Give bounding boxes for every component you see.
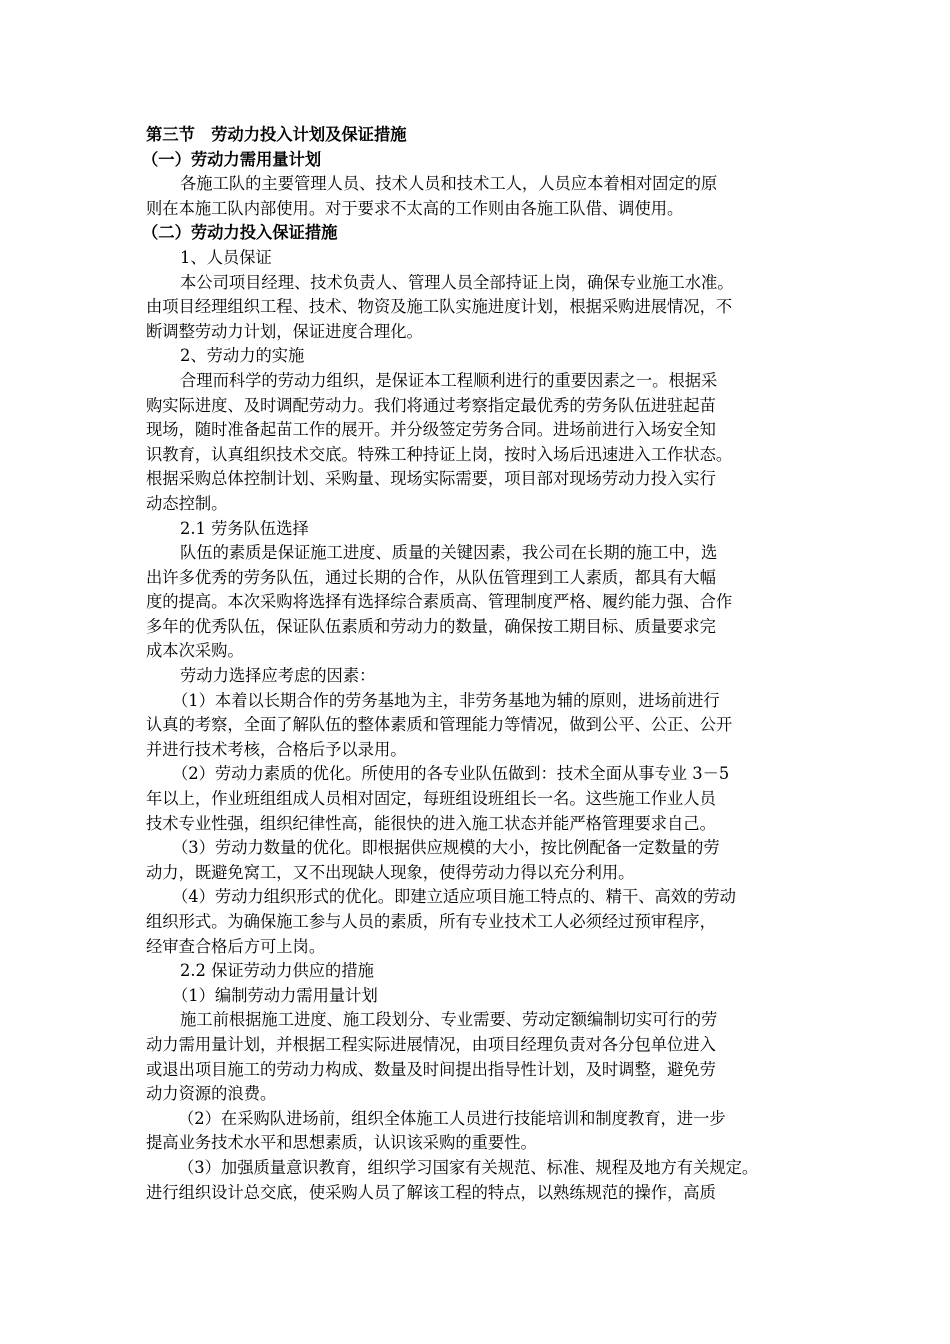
paragraph-line: 进行组织设计总交底，使采购人员了解该工程的特点，以熟练规范的操作，高质: [146, 1182, 716, 1202]
paragraph-line: 技术专业性强，组织纪律性高，能很快的进入施工状态并能严格管理要求自己。: [146, 813, 716, 833]
paragraph-line: 则在本施工队内部使用。对于要求不太高的工作则由各施工队借、调使用。: [146, 198, 684, 218]
item-title: 2、劳动力的实施: [180, 346, 305, 366]
paragraph-line: 本公司项目经理、技术负责人、管理人员全部持证上岗，确保专业施工水准。: [180, 272, 734, 292]
paragraph-line: 现场，随时准备起苗工作的展开。并分级签定劳务合同。进场前进行入场安全知: [146, 420, 716, 440]
paragraph-line: 度的提高。本次采购将选择有选择综合素质高、管理制度严格、履约能力强、合作: [146, 592, 733, 612]
item-title: （1）编制劳动力需用量计划: [172, 985, 378, 1005]
paragraph-line: 并进行技术考核，合格后予以录用。: [146, 739, 407, 759]
paragraph-line: 识教育，认真组织技术交底。特殊工种持证上岗，按时入场后迅速进入工作状态。: [146, 444, 733, 464]
paragraph-line: 多年的优秀队伍，保证队伍素质和劳动力的数量，确保按工期目标、质量要求完: [146, 616, 716, 636]
paragraph-line: 根据采购总体控制计划、采购量、现场实际需要，项目部对现场劳动力投入实行: [146, 469, 716, 489]
paragraph-line: 年以上，作业班组组成人员相对固定，每班组设班组长一名。这些施工作业人员: [146, 789, 716, 809]
paragraph-line: 动力，既避免窝工，又不出现缺人现象，使得劳动力得以充分利用。: [146, 862, 635, 882]
paragraph-line: （4）劳动力组织形式的优化。即建立适应项目施工特点的、精干、高效的劳动: [172, 887, 736, 907]
paragraph-line: 或退出项目施工的劳动力构成、数量及时间提出指导性计划，及时调整，避免劳: [146, 1059, 716, 1079]
document-page: [142, 123, 816, 1205]
paragraph-line: 施工前根据施工进度、施工段划分、专业需要、劳动定额编制切实可行的劳: [180, 1010, 718, 1030]
paragraph-line: 动力资源的浪费。: [146, 1084, 277, 1104]
section-title: 第三节 劳动力投入计划及保证措施: [146, 125, 407, 144]
paragraph-line: （3）加强质量意识教育，组织学习国家有关规范、标准、规程及地方有关规定。: [178, 1157, 759, 1177]
paragraph-line: 成本次采购。: [146, 641, 244, 661]
paragraph-line: （1）本着以长期合作的劳务基地为主，非劳务基地为辅的原则，进场前进行: [172, 690, 720, 710]
paragraph-line: 组织形式。为确保施工参与人员的素质，所有专业技术工人必须经过预审程序，: [146, 912, 716, 931]
subsection-title-2: （二）劳动力投入保证措施: [142, 223, 338, 243]
paragraph-line: 认真的考察，全面了解队伍的整体素质和管理能力等情况，做到公平、公正、公开: [146, 715, 733, 735]
item-title: 1、人员保证: [180, 247, 272, 267]
paragraph-line: 购实际进度、及时调配劳动力。我们将通过考察指定最优秀的劳务队伍进驻起苗: [146, 395, 716, 415]
paragraph-line: （2）劳动力素质的优化。所使用的各专业队伍做到：技术全面从事专业 3－5: [172, 764, 730, 784]
paragraph-line: （2）在采购队进场前，组织全体施工人员进行技能培训和制度教育，进一步: [178, 1108, 726, 1128]
paragraph-line: 各施工队的主要管理人员、技术人员和技术工人，人员应本着相对固定的原: [180, 174, 718, 194]
paragraph-line: （3）劳动力数量的优化。即根据供应规模的大小，按比例配备一定数量的劳: [172, 838, 720, 858]
item-title: 2.1 劳务队伍选择: [180, 518, 309, 538]
paragraph-line: 由项目经理组织工程、技术、物资及施工队实施进度计划，根据采购进展情况，不: [146, 297, 733, 317]
item-title: 2.2 保证劳动力供应的措施: [180, 961, 374, 981]
paragraph-line: 出许多优秀的劳务队伍，通过长期的合作，从队伍管理到工人素质，都具有大幅: [146, 567, 716, 587]
paragraph-line: 动力需用量计划，并根据工程实际进展情况，由项目经理负责对各分包单位进入: [146, 1034, 716, 1054]
paragraph-line: 提高业务技术水平和思想素质，认识该采购的重要性。: [146, 1133, 537, 1153]
paragraph-line: 队伍的素质是保证施工进度、质量的关键因素，我公司在长期的施工中，选: [180, 543, 718, 563]
item-title: 劳动力选择应考虑的因素：: [180, 666, 376, 686]
subsection-title-1: （一）劳动力需用量计划: [142, 149, 322, 169]
paragraph-line: 合理而科学的劳动力组织，是保证本工程顺利进行的重要因素之一。根据采: [180, 370, 718, 390]
paragraph-line: 动态控制。: [146, 493, 228, 513]
paragraph-line: 经审查合格后方可上岗。: [146, 936, 326, 956]
paragraph-line: 断调整劳动力计划，保证进度合理化。: [146, 321, 423, 341]
